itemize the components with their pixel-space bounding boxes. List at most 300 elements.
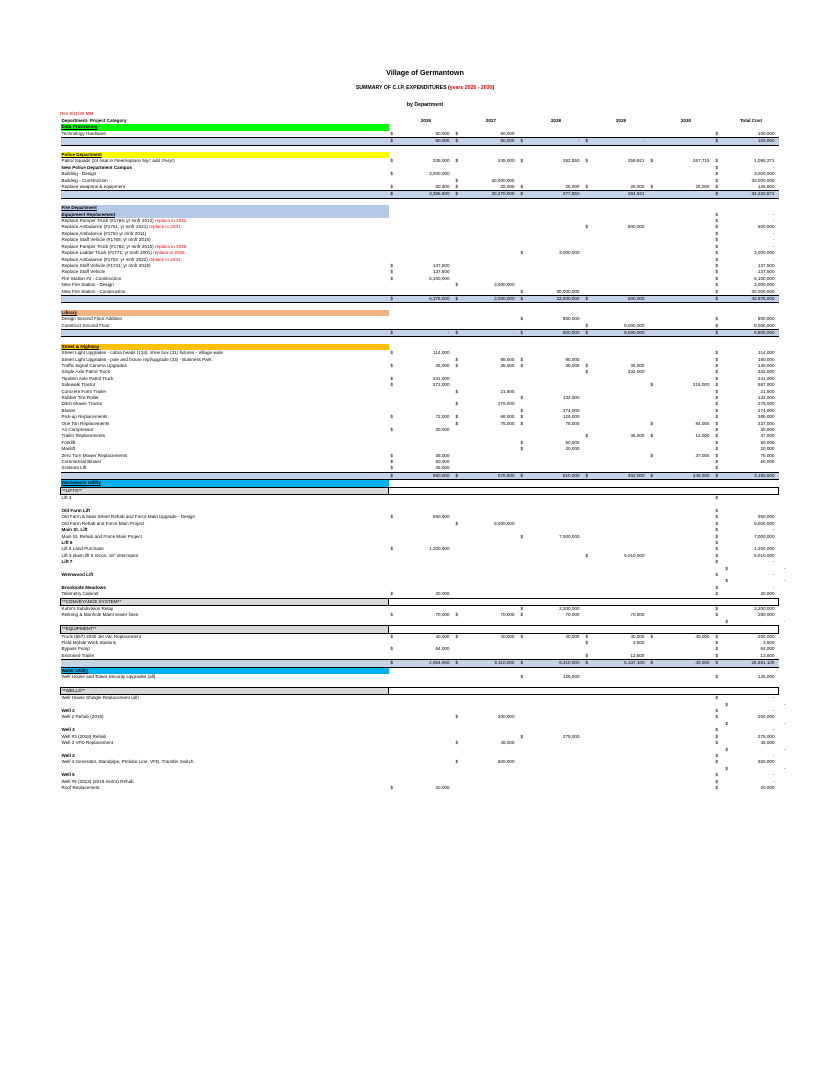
total-cost-cell xyxy=(779,303,790,310)
amount-2029: 35,000 xyxy=(630,433,645,439)
dollar-sign xyxy=(649,191,659,198)
dollar-sign xyxy=(584,495,594,502)
total-cost-cell: 276,000 xyxy=(757,401,775,407)
empty-cell xyxy=(399,487,454,494)
item-text: Street Light Upgrades - pole and fixture repl/upgrade (33) - Business Park xyxy=(61,356,212,362)
total-cost-cell: 50,000 xyxy=(760,439,775,445)
empty-cell xyxy=(399,303,454,310)
dollar-sign: $ xyxy=(585,362,589,368)
dollar-sign: $ xyxy=(725,720,729,726)
empty-cell xyxy=(61,145,389,152)
amount-2027 xyxy=(464,653,519,660)
dollar-sign: $ xyxy=(715,164,719,170)
dollar-sign: $ xyxy=(455,740,459,746)
subtotal-label xyxy=(61,191,389,198)
dollar-sign: $ xyxy=(714,660,724,667)
total-cost-cell: 20,000 xyxy=(760,446,775,452)
amount-2030 xyxy=(659,695,714,702)
dollar-sign: $ xyxy=(520,250,524,256)
empty-cell xyxy=(454,145,464,152)
dollar-sign xyxy=(454,591,464,598)
total-cost-cell: - xyxy=(772,211,775,217)
header-total: Total Cost xyxy=(739,118,763,123)
empty-cell xyxy=(594,680,649,687)
empty-cell xyxy=(584,687,594,694)
item-text: Replace weapons & equipment xyxy=(61,184,126,190)
amount-2028 xyxy=(529,591,584,598)
empty-cell xyxy=(584,598,594,605)
dollar-sign: $ xyxy=(715,752,719,758)
amount-2026: 72,000 xyxy=(435,414,450,420)
amount-2029: 284,921 xyxy=(594,191,649,198)
dollar-sign: $ xyxy=(390,362,394,368)
dollar-sign: $ xyxy=(650,633,654,639)
dollar-sign: $ xyxy=(725,578,729,584)
empty-cell xyxy=(389,680,399,687)
item-text: Well 5 xyxy=(61,772,75,778)
total-cost-cell: 25,651,100 xyxy=(724,660,779,667)
empty-cell xyxy=(649,337,659,344)
amount-2027 xyxy=(464,289,519,296)
amount-2030 xyxy=(659,591,714,598)
dollar-sign xyxy=(389,495,399,502)
empty-cell xyxy=(649,626,659,633)
total-cost-cell: 600,000 xyxy=(757,224,775,230)
empty-cell xyxy=(389,337,399,344)
dollar-sign: $ xyxy=(715,243,719,249)
dollar-sign: $ xyxy=(715,269,719,275)
amount-2029: 259,921 xyxy=(627,158,645,164)
total-cost-cell: - xyxy=(772,584,775,590)
dollar-sign: $ xyxy=(715,446,719,452)
amount-2030: 267,715 xyxy=(692,158,710,164)
total-cost-cell: 200,000 xyxy=(757,714,775,720)
total-cost-cell: 5,010,000 xyxy=(754,552,775,558)
empty-cell xyxy=(584,480,594,487)
subtotal-row xyxy=(61,472,790,479)
empty-cell xyxy=(659,480,714,487)
dollar-sign xyxy=(519,323,529,330)
total-cost-cell: 132,000 xyxy=(757,395,775,400)
amount-2029 xyxy=(594,605,649,612)
amount-2028: 125,000 xyxy=(562,674,580,680)
total-cost-cell: 600,000 xyxy=(757,759,775,765)
subtitle-years: years 2026 - 2030 xyxy=(449,85,493,91)
total-cost-cell: 2,200,000 xyxy=(754,605,775,611)
empty-cell xyxy=(61,303,389,310)
empty-cell xyxy=(399,480,454,487)
empty-cell xyxy=(714,487,724,494)
item-text: Lift 3 elaim,lift 6 recon, 18" interceptor xyxy=(61,552,139,558)
amount-2028: 800,000 xyxy=(562,316,580,322)
empty-cell xyxy=(659,626,714,633)
total-cost-cell xyxy=(724,495,779,502)
dollar-sign: $ xyxy=(715,507,719,513)
dollar-sign: $ xyxy=(715,218,719,224)
dollar-sign: $ xyxy=(520,420,524,426)
dollar-sign: $ xyxy=(585,640,589,646)
dollar-sign: $ xyxy=(715,395,719,400)
total-cost-cell: 34,220,871 xyxy=(724,191,779,198)
empty-cell xyxy=(714,680,724,687)
dollar-sign: $ xyxy=(520,362,524,368)
dollar-sign: $ xyxy=(520,407,524,413)
dollar-sign: $ xyxy=(584,138,594,145)
dollar-sign: $ xyxy=(390,784,394,790)
total-cost-cell: 3,000,000 xyxy=(754,282,775,288)
empty-cell xyxy=(714,687,724,694)
amount-2026: - xyxy=(399,329,454,336)
empty-cell xyxy=(464,480,519,487)
amount-2026: 3,000,000 xyxy=(429,171,450,177)
dollar-sign: $ xyxy=(715,224,719,230)
empty-cell xyxy=(584,303,594,310)
empty-cell xyxy=(649,198,659,205)
item-text: Well #3 (2018) Rehab xyxy=(61,733,107,739)
empty-cell xyxy=(529,619,584,626)
empty-cell xyxy=(454,680,464,687)
item-text: Ditch Mower Tractor xyxy=(61,401,103,407)
empty-cell xyxy=(649,487,659,494)
empty-cell xyxy=(464,337,519,344)
header-2030: 2030 xyxy=(680,118,692,123)
amount-2027: - xyxy=(464,329,519,336)
dollar-sign: $ xyxy=(584,295,594,302)
empty-cell xyxy=(519,598,529,605)
dollar-sign: $ xyxy=(454,191,464,198)
empty-cell xyxy=(659,145,714,152)
dollar-sign xyxy=(454,495,464,502)
dollar-sign: $ xyxy=(715,727,719,733)
dollar-sign: $ xyxy=(455,714,459,720)
empty-cell xyxy=(594,145,649,152)
amount-2027: 45,000 xyxy=(500,740,515,746)
empty-cell xyxy=(714,598,724,605)
item-text: Building - Design xyxy=(61,171,97,177)
amount-2027: 75,000 xyxy=(500,420,515,426)
item-text: Trailer Replacements xyxy=(61,433,105,439)
amount-2026: 2,054,000 xyxy=(399,660,454,667)
item-text: Old Farm Lift xyxy=(61,507,91,513)
dollar-sign: $ xyxy=(520,674,524,680)
dollar-sign xyxy=(584,131,594,138)
subsection-title: **EQUIPMENT** xyxy=(61,626,389,633)
dollar-sign: $ xyxy=(390,459,394,465)
amount-2029: 332,000 xyxy=(627,369,645,375)
item-text: Truck (557) 2030 Jet Vac Replacement xyxy=(61,633,141,639)
empty-cell xyxy=(464,619,519,626)
dollar-sign: $ xyxy=(520,395,524,400)
total-cost-cell xyxy=(779,337,790,344)
empty-cell xyxy=(529,198,584,205)
item-text: Blower xyxy=(61,407,76,413)
item-text: Replace Ambulance (#1752; yr mnfr 2022) xyxy=(61,256,148,262)
dollar-sign: $ xyxy=(584,472,594,479)
amount-2030 xyxy=(659,605,714,612)
dollar-sign: $ xyxy=(455,388,459,394)
empty-cell xyxy=(659,619,714,626)
total-cost-cell: 3,180,500 xyxy=(724,472,779,479)
empty-cell xyxy=(584,667,594,674)
amount-2028: 25,000 xyxy=(565,184,580,190)
amount-2028: 2,200,000 xyxy=(559,605,580,611)
subsection-title: **CONVEYANCE SYSTEM** xyxy=(61,598,389,605)
dollar-sign: $ xyxy=(715,382,719,388)
dollar-sign xyxy=(584,695,594,702)
dollar-sign: $ xyxy=(715,439,719,445)
empty-cell xyxy=(594,480,649,487)
blank-row xyxy=(61,337,790,344)
replacement-note: replace in 2032 xyxy=(153,218,187,224)
dollar-sign: $ xyxy=(390,452,394,458)
dollar-sign: $ xyxy=(715,414,719,420)
amount-2030 xyxy=(659,131,714,138)
dollar-sign xyxy=(649,323,659,330)
item-text: Zero Turn Mower Replacements xyxy=(61,452,128,458)
dollar-sign: $ xyxy=(455,401,459,407)
dollar-sign: $ xyxy=(715,420,719,426)
item-description xyxy=(61,695,389,702)
dollar-sign: $ xyxy=(715,362,719,368)
dollar-sign: $ xyxy=(715,465,719,471)
amount-2027: 245,000 xyxy=(497,158,515,164)
dollar-sign: $ xyxy=(715,388,719,394)
amount-2028: 9,310,000 xyxy=(529,660,584,667)
dollar-sign: $ xyxy=(389,295,399,302)
amount-2026: 50,000 xyxy=(435,130,450,136)
dollar-sign: $ xyxy=(714,295,724,302)
total-cost-cell: - xyxy=(783,565,786,571)
dollar-sign: $ xyxy=(390,158,394,164)
section-header-row xyxy=(61,667,790,674)
total-cost-cell: - xyxy=(772,772,775,778)
subsection-header-row xyxy=(61,626,790,633)
empty-cell xyxy=(389,598,399,605)
total-cost-cell: 140,000 xyxy=(757,362,775,368)
total-cost-cell xyxy=(779,198,790,205)
amount-2030: 25,000 xyxy=(695,184,710,190)
empty-cell xyxy=(454,480,464,487)
item-description xyxy=(61,465,389,472)
item-text: Replace Staff Vehicle (#1765; yr mnfr 2015) xyxy=(61,237,151,243)
dollar-sign: $ xyxy=(715,605,719,611)
amount-2027 xyxy=(464,591,519,598)
dollar-sign: $ xyxy=(715,533,719,539)
empty-cell xyxy=(454,667,464,674)
dollar-sign: $ xyxy=(520,733,524,739)
item-description xyxy=(61,605,389,612)
amount-2026: 3,385,600 xyxy=(399,191,454,198)
amount-2027: 3,000,000 xyxy=(494,282,515,288)
item-text: Forklift xyxy=(61,439,76,445)
empty-cell xyxy=(519,303,529,310)
amount-2028: 126,000 xyxy=(562,414,580,420)
total-cost-cell: 275,000 xyxy=(757,733,775,739)
section-header-row xyxy=(61,480,790,487)
dollar-sign: $ xyxy=(455,130,459,136)
amount-2028: 35,000 xyxy=(565,362,580,368)
dollar-sign: $ xyxy=(520,158,524,164)
empty-cell xyxy=(659,598,714,605)
amount-2026: 6,100,000 xyxy=(429,275,450,281)
replacement-note: replace in 2035 xyxy=(153,243,187,249)
dollar-sign: $ xyxy=(585,633,589,639)
amount-2029 xyxy=(594,785,649,791)
dollar-sign: $ xyxy=(715,369,719,375)
amount-2027: 70,000 xyxy=(500,612,515,618)
section-title: Data Processing xyxy=(61,124,389,130)
item-text: Air Compressor xyxy=(61,427,94,433)
dollar-sign: $ xyxy=(650,433,654,439)
dollar-sign: $ xyxy=(389,191,399,198)
dollar-sign xyxy=(724,198,779,205)
total-cost-cell xyxy=(779,680,790,687)
amount-2027: 600,000 xyxy=(497,759,515,765)
dollar-sign: $ xyxy=(715,708,719,714)
dollar-sign: $ xyxy=(715,250,719,256)
dollar-sign: $ xyxy=(520,316,524,322)
dollar-sign xyxy=(454,605,464,612)
empty-cell xyxy=(529,626,584,633)
dollar-sign: $ xyxy=(389,660,399,667)
amount-2028: 78,000 xyxy=(565,420,580,426)
empty-cell xyxy=(464,145,519,152)
empty-cell xyxy=(519,680,529,687)
empty-cell xyxy=(649,598,659,605)
item-text: Replace Staff Vehicle xyxy=(61,269,106,275)
dollar-sign: $ xyxy=(715,171,719,177)
dollar-sign: $ xyxy=(520,605,524,611)
empty-cell xyxy=(714,480,724,487)
dollar-sign: $ xyxy=(715,584,719,590)
section-title: Police Department xyxy=(61,152,389,158)
item-text: Replace Ambulance (#1751; yr mnfr 2021) xyxy=(61,224,148,230)
dollar-sign: $ xyxy=(715,230,719,236)
dollar-sign: $ xyxy=(715,633,719,639)
empty-cell xyxy=(519,145,529,152)
amount-2027 xyxy=(464,695,519,702)
dollar-sign xyxy=(584,465,594,472)
empty-cell xyxy=(61,198,389,205)
dollar-sign xyxy=(649,785,659,791)
empty-cell xyxy=(389,487,399,494)
amount-2029: 25,000 xyxy=(630,184,645,190)
amount-2026: 50,000 xyxy=(435,459,450,465)
dollar-sign: $ xyxy=(520,446,524,452)
dollar-sign: $ xyxy=(650,184,654,190)
empty-cell xyxy=(529,687,584,694)
empty-cell xyxy=(594,619,649,626)
amount-2027: 68,000 xyxy=(500,414,515,420)
total-cost-cell: 21,500 xyxy=(760,388,775,394)
amount-2026: 50,600 xyxy=(435,184,450,190)
empty-cell xyxy=(724,487,779,494)
line-item-row xyxy=(61,495,790,502)
total-cost-cell: 137,500 xyxy=(757,262,775,268)
dollar-sign: $ xyxy=(390,269,394,275)
dollar-sign: $ xyxy=(715,740,719,746)
item-text: Tandem Axle Patrol Truck xyxy=(61,375,114,381)
item-description xyxy=(61,495,389,502)
dollar-sign: $ xyxy=(715,784,719,790)
amount-2028 xyxy=(529,323,584,330)
amount-2026 xyxy=(399,605,454,612)
item-text: Enclosed Trailer xyxy=(61,652,95,658)
item-text: New Police Department Campus xyxy=(61,164,132,170)
total-cost-cell: 332,000 xyxy=(757,369,775,375)
dollar-sign: $ xyxy=(715,350,719,356)
amount-2029 xyxy=(594,591,649,598)
total-cost-cell: 75,000 xyxy=(760,452,775,458)
dollar-sign xyxy=(389,605,399,612)
empty-cell xyxy=(594,626,649,633)
amount-2028: 30,000,000 xyxy=(556,288,580,294)
dollar-sign xyxy=(519,591,529,598)
total-cost-cell xyxy=(724,465,779,472)
dollar-sign: $ xyxy=(455,362,459,368)
amount-2028: 7,000,000 xyxy=(559,533,580,539)
empty-cell xyxy=(649,667,659,674)
total-cost-cell: 1,095,271 xyxy=(754,158,775,164)
empty-cell xyxy=(724,480,779,487)
amount-2028: 800,000 xyxy=(529,329,584,336)
amount-2026: 38,000 xyxy=(435,452,450,458)
amount-2028: 50,000 xyxy=(565,439,580,445)
blank-row xyxy=(61,619,790,626)
dollar-sign: $ xyxy=(454,472,464,479)
dollar-sign: $ xyxy=(725,618,729,624)
item-text: Well House and Tower Security Upgrades (all) xyxy=(61,674,156,680)
amount-2029 xyxy=(594,465,649,472)
total-cost-cell: - xyxy=(783,619,785,625)
subtotal-row xyxy=(61,660,790,667)
amount-2026: 64,000 xyxy=(435,646,450,652)
item-text: Patrol Squads (24 total in Fleet/replace 5/yr; add 2%/yr) xyxy=(61,158,175,164)
empty-cell xyxy=(594,337,649,344)
empty-cell xyxy=(529,145,584,152)
item-text: Well 4 xyxy=(61,752,75,758)
dollar-sign: $ xyxy=(390,591,394,597)
empty-cell xyxy=(464,303,519,310)
amount-2026: 30,000 xyxy=(435,427,450,433)
total-cost-cell: 13,600 xyxy=(760,652,775,658)
amount-2029 xyxy=(594,495,649,502)
dollar-sign: $ xyxy=(454,329,464,336)
dollar-sign: $ xyxy=(584,660,594,667)
dollar-sign: $ xyxy=(390,184,394,190)
dollar-sign: $ xyxy=(725,765,729,771)
item-text: Rubber Tire Roller xyxy=(61,395,99,400)
item-text: Replace Ladder Truck (#1771; yr mnfr 2001) xyxy=(61,250,152,256)
header-2027: 2027 xyxy=(485,118,497,123)
dollar-sign: $ xyxy=(520,414,524,420)
amount-2027: 9,110,000 xyxy=(464,660,519,667)
dollar-sign: $ xyxy=(389,472,399,479)
item-text: Replace Ambulance (#1754 yr mnfr 2011) xyxy=(61,230,147,236)
line-item-row xyxy=(61,323,790,330)
amount-2026 xyxy=(399,495,454,502)
item-text: Technology Hardware xyxy=(61,130,106,136)
total-cost-cell: - xyxy=(772,559,775,565)
empty-cell xyxy=(529,337,584,344)
amount-2028: 275,000 xyxy=(562,733,580,739)
empty-cell xyxy=(519,619,529,626)
dollar-sign: $ xyxy=(390,633,394,639)
dollar-sign: $ xyxy=(714,472,724,479)
empty-cell xyxy=(724,667,779,674)
amount-2027: 200,000 xyxy=(497,714,515,720)
amount-2026: 137,500 xyxy=(432,262,450,268)
